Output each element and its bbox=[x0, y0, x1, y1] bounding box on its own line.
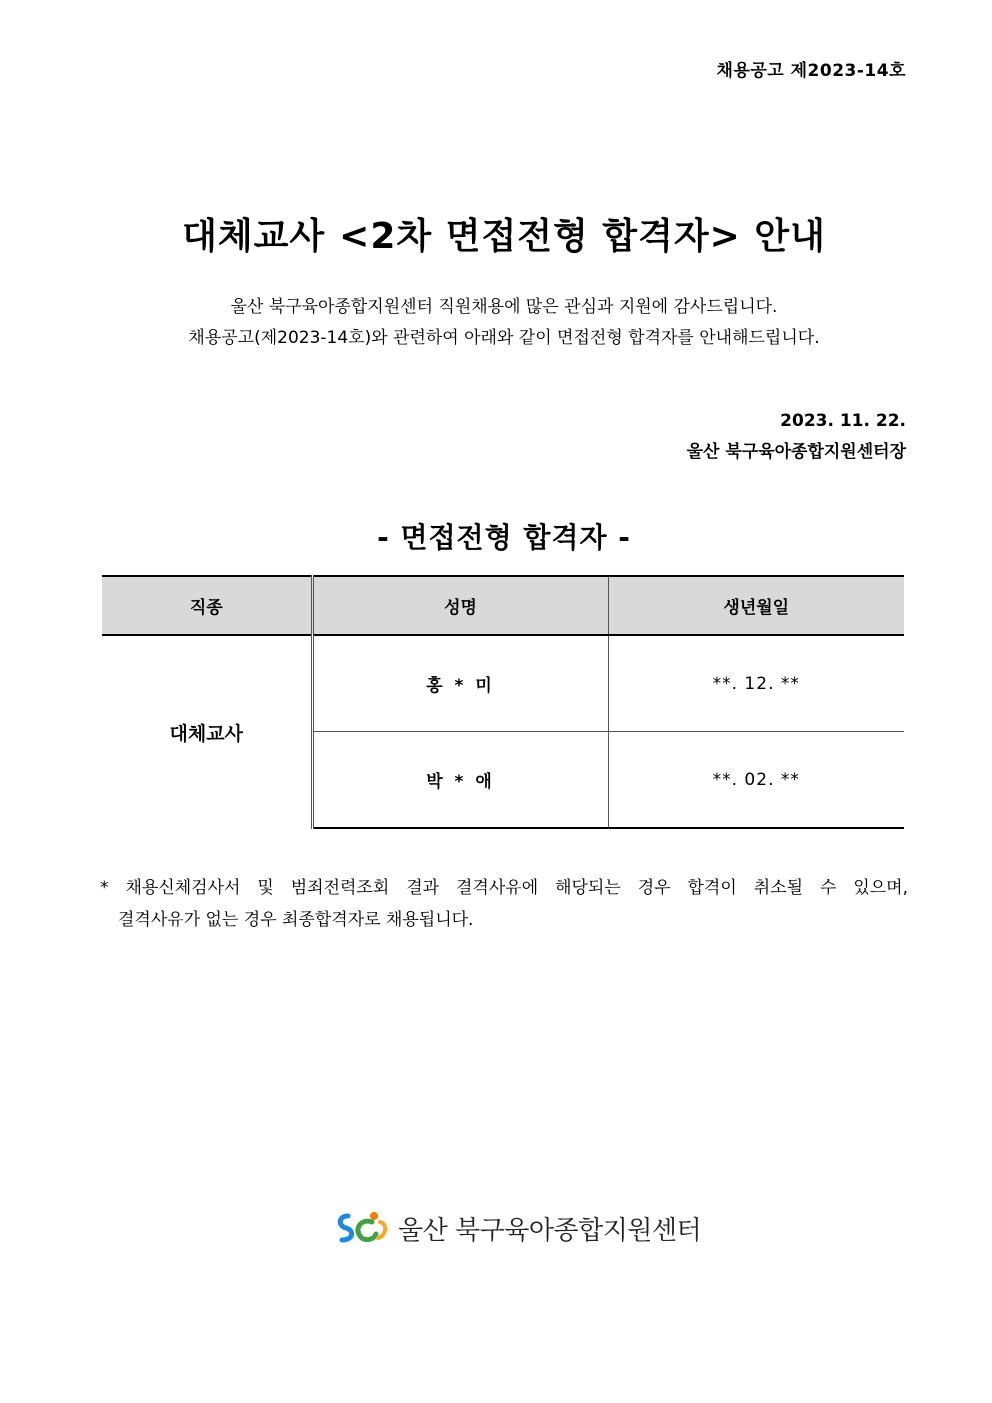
signature-block bbox=[687, 406, 906, 468]
footnote bbox=[100, 872, 908, 936]
section-title: - 면접전형 합격자 - bbox=[377, 521, 631, 554]
table-row bbox=[102, 635, 904, 732]
footnote-word: 범죄전력조회 bbox=[290, 878, 390, 898]
intro-text bbox=[0, 292, 992, 354]
intro-line-1: 울산 북구육아종합지원센터 직원채용에 많은 관심과 지원에 감사드립니다. bbox=[230, 297, 778, 317]
name-cell: 박 * 애 bbox=[312, 732, 608, 829]
header-name: 성명 bbox=[312, 576, 608, 635]
footnote-line-1 bbox=[100, 872, 908, 904]
footnote-word: 취소될 bbox=[753, 878, 803, 898]
footnote-word: 결과 bbox=[406, 878, 440, 898]
footnote-word: 경우 bbox=[637, 878, 671, 898]
footnote-word: 해당되는 bbox=[555, 878, 621, 898]
footnote-line-2: 결격사유가 없는 경우 최종합격자로 채용됩니다. bbox=[118, 910, 474, 930]
center-logo bbox=[334, 1208, 701, 1248]
header-job-type: 직종 bbox=[102, 576, 312, 635]
center-logo-icon bbox=[334, 1208, 392, 1248]
title-main: <2차 면접전형 합격자> 안내 bbox=[339, 216, 826, 257]
footnote-word: 결격사유에 bbox=[456, 878, 539, 898]
footnote-marker: * bbox=[100, 878, 109, 898]
notice-date: 2023. 11. 22. bbox=[780, 411, 906, 431]
center-logo-text: 울산 북구육아종합지원센터 bbox=[398, 1215, 702, 1246]
footnote-word: 및 bbox=[257, 878, 274, 898]
results-table bbox=[102, 575, 904, 829]
intro-line-2: 채용공고(제2023-14호)와 관련하여 아래와 같이 면접전형 합격자를 안내해드립니다. bbox=[188, 328, 820, 348]
footnote-word: 수 bbox=[819, 878, 837, 898]
issuer-name: 울산 북구육아종합지원센터장 bbox=[686, 442, 906, 462]
title-job: 대체교사 bbox=[182, 216, 326, 257]
name-cell: 홍 * 미 bbox=[312, 635, 608, 732]
document-title bbox=[0, 208, 992, 259]
footnote-word: 채용신체검사서 bbox=[125, 878, 241, 898]
birthdate-cell: **. 02. ** bbox=[608, 732, 904, 829]
notice-number: 채용공고 제2023-14호 bbox=[716, 61, 906, 81]
header-birthdate: 생년월일 bbox=[608, 576, 904, 635]
birthdate-cell: **. 12. ** bbox=[608, 635, 904, 732]
footnote-word: 합격이 bbox=[687, 878, 737, 898]
footnote-word: 있으며, bbox=[853, 878, 908, 898]
job-type-cell: 대체교사 bbox=[102, 635, 312, 828]
table-header-row bbox=[102, 576, 904, 635]
